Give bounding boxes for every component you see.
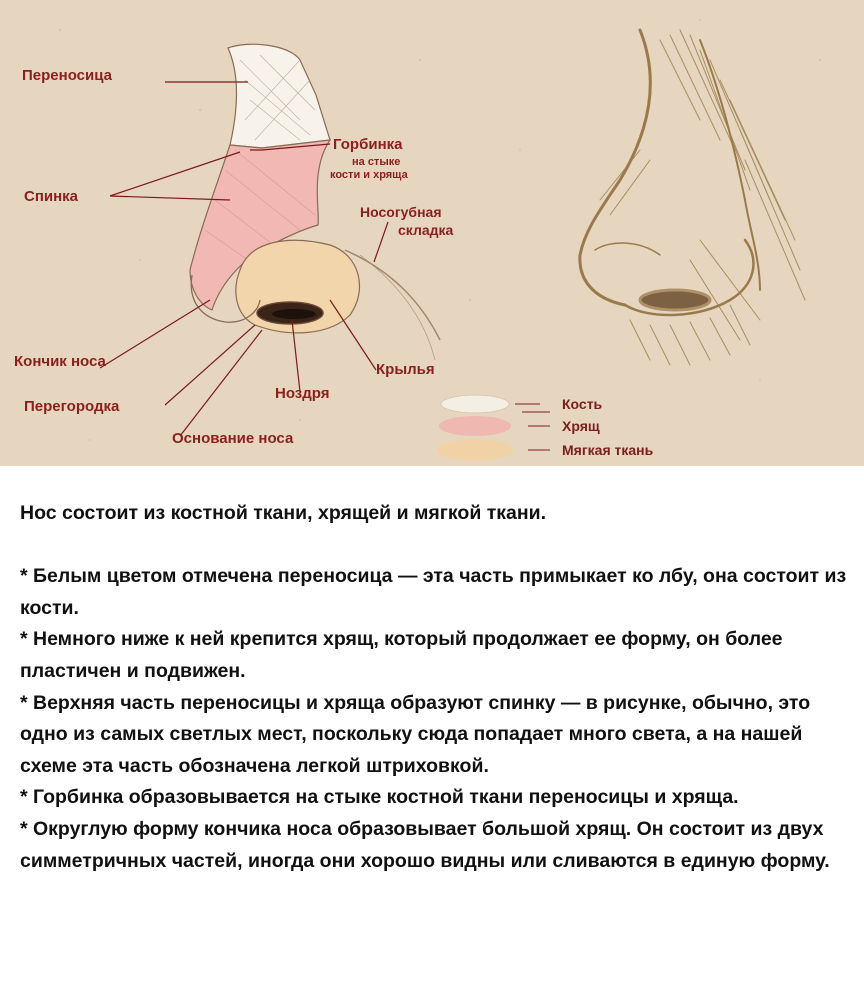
bullet-bone: * Белым цветом отмечена переносица — эта часть примыкает ко лбу, она состоит из кости.: [20, 565, 847, 619]
nose-anatomy-illustration: [0, 0, 864, 466]
label-gorbinka: Горбинка: [333, 136, 403, 153]
bullet-cartilage: * Немного ниже к ней крепится хрящ, который продолжает ее форму, он более пластичен и подвижен.: [20, 628, 783, 682]
description-text: [20, 498, 856, 877]
label-konchik-nosa: Кончик носа: [14, 353, 106, 370]
legend-label-bone: Кость: [562, 396, 603, 412]
label-nosogubnaya-2: складка: [398, 222, 454, 238]
paragraph-gap: [20, 530, 856, 562]
legend-swatch-soft-tissue: [437, 439, 513, 461]
bullet-bridge: * Верхняя часть переносицы и хряща образуют спинку — в рисунке, обычно, это одно из самых светлых мест, поскольку сюда попадает много света, а на нашей схеме эта часть обозначена легкой штриховкой.: [20, 691, 811, 777]
label-gorbinka-sub1: на стыке: [352, 156, 401, 168]
label-gorbinka-sub2: кости и хряща: [330, 169, 408, 181]
label-spinka: Спинка: [24, 188, 79, 205]
bullet-hump: * Горбинка образовывается на стыке костной ткани переносицы и хряща.: [20, 786, 739, 809]
label-peregorodka: Перегородка: [24, 398, 120, 415]
label-nozdrya: Ноздря: [275, 385, 330, 402]
legend-swatch-bone: [441, 395, 509, 413]
legend-label-cartilage: Хрящ: [562, 418, 600, 434]
label-osnovanie-nosa: Основание носа: [172, 430, 294, 447]
intro-paragraph: Нос состоит из костной ткани, хрящей и мягкой ткани.: [20, 502, 547, 524]
label-krylya: Крылья: [376, 361, 435, 378]
bullet-tip: * Округлую форму кончика носа образовывает большой хрящ. Он состоит из двух симметричных частей, иногда они хорошо видны или сливаются в единую форму.: [20, 817, 830, 872]
label-perenositsa: Переносица: [22, 67, 112, 84]
legend-label-soft-tissue: Мягкая ткань: [562, 442, 654, 458]
legend-swatch-cartilage: [439, 416, 511, 436]
label-nosogubnaya-1: Носогубная: [360, 204, 442, 220]
